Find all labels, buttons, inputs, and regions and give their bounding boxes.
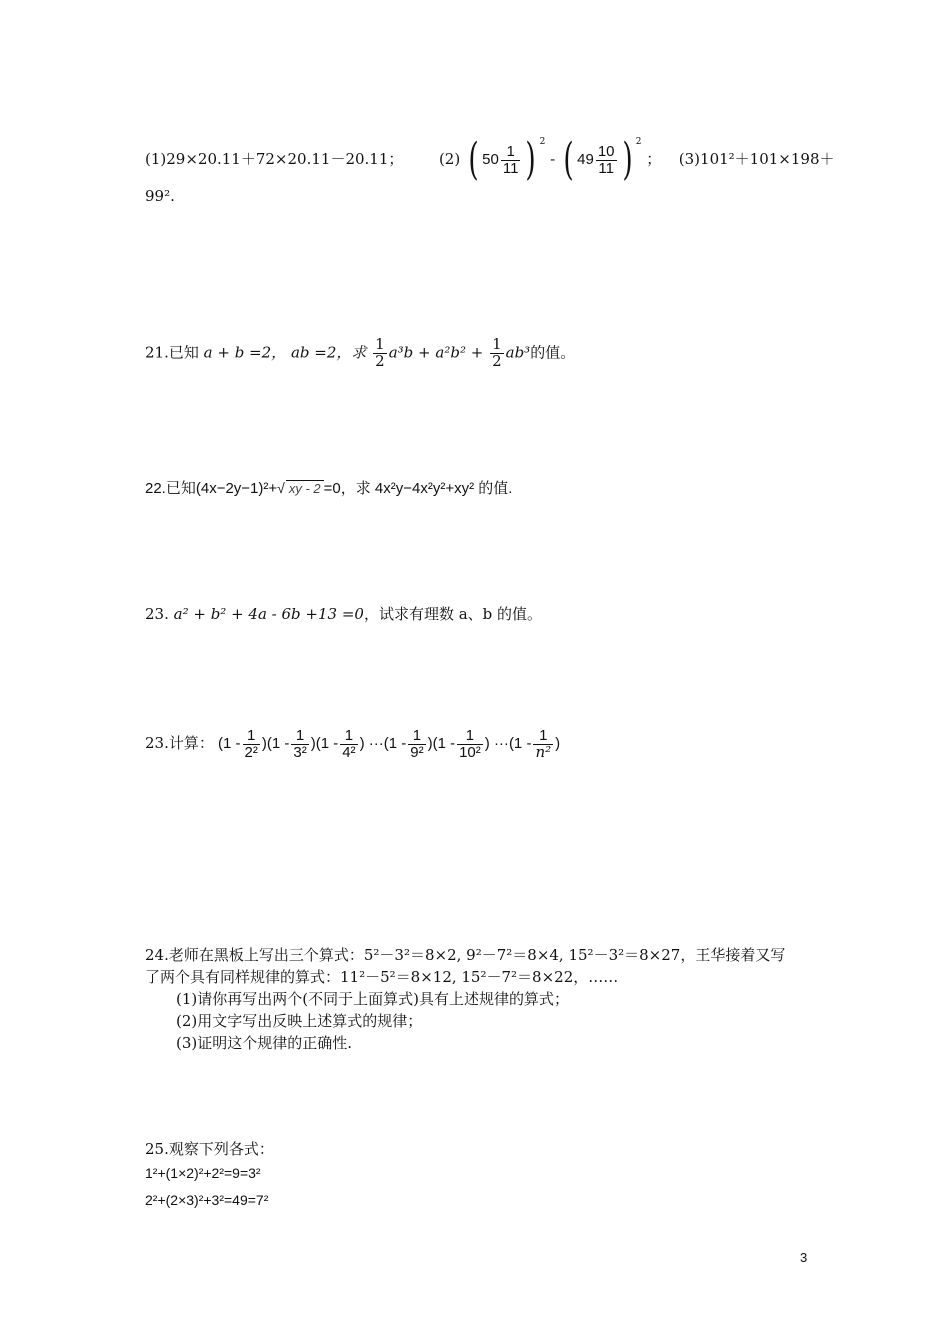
exponent: 2 <box>635 137 642 147</box>
q24-sub-3: (3)证明这个规律的正确性. <box>176 1034 353 1052</box>
q20-part1: (1)29×20.11＋72×20.11－20.11； <box>145 150 404 168</box>
q22-line <box>145 477 512 498</box>
factor-close: ) <box>310 735 316 753</box>
factor-open: (1 - <box>432 735 456 753</box>
left-paren: ( <box>563 134 574 185</box>
fraction: $\frac{1}{\text{2²}}$ <box>244 727 258 761</box>
fraction-half: $\frac{1}{2}$ <box>492 335 502 370</box>
q22-radicand: xy - 2 <box>286 480 324 496</box>
fraction: $\frac{1}{\text{3²}}$ <box>293 727 307 761</box>
q24-sub-1: (1)请你再写出两个(不同于上面算式)具有上述规律的算式； <box>176 990 569 1008</box>
factor-close: ) <box>359 735 365 753</box>
minus-sign: - <box>550 150 556 168</box>
ellipsis: ··· <box>493 735 509 753</box>
q23a-prefix: 23. <box>145 605 169 623</box>
fraction: $\frac{1}{11}$ <box>502 142 519 177</box>
fraction: $\frac{1}{\text{9²}}$ <box>410 727 424 761</box>
fraction-half: $\frac{1}{2}$ <box>375 335 385 370</box>
q21-line <box>145 337 575 370</box>
q21-condition-2: ab =2，求 <box>290 343 367 362</box>
factor-open: (1 - <box>315 735 339 753</box>
q23a-suffix: ，试求有理数 a、b 的值。 <box>363 605 543 623</box>
right-paren: ) <box>525 134 537 185</box>
q21-suffix: 的值。 <box>530 343 576 362</box>
mixed-whole: 49 <box>577 151 594 168</box>
q23b-line <box>145 728 560 761</box>
factor-open: (1 - <box>218 735 241 753</box>
factor-close: ) <box>555 735 561 753</box>
q21-term: ab³ <box>505 343 531 362</box>
q23a-equation: a² + b² + 4a - 6b +13 =0 <box>173 605 364 623</box>
q23a-line <box>145 603 542 624</box>
q25-eq-2: 2²+(2×3)²+3²=49=7² <box>145 1192 269 1208</box>
q25-eq-1: 1²+(1×2)²+2²=9=3² <box>145 1165 261 1181</box>
q20-part3-continued: 99². <box>145 187 175 205</box>
left-paren: ( <box>468 134 479 185</box>
q24-line-2: 了两个具有同样规律的算式：11²－5²＝8×12, 15²－7²＝8×22，…… <box>145 968 619 986</box>
q23b-prefix: 23.计算： <box>145 734 214 753</box>
page-number: 3 <box>800 1250 808 1265</box>
q25-title: 25.观察下列各式： <box>145 1140 274 1158</box>
factor-close: ) <box>261 735 267 753</box>
exponent: 2 <box>539 137 546 147</box>
right-paren: ) <box>621 134 633 185</box>
radical-icon: √ <box>277 480 285 496</box>
q21-prefix: 21.已知 <box>145 343 199 362</box>
factor-close: ) <box>427 735 433 753</box>
separator: ； <box>646 150 662 168</box>
ellipsis: ··· <box>368 735 384 753</box>
q21-condition-1: a + b =2， <box>203 343 287 362</box>
q20-part2-label: (2) <box>438 150 461 168</box>
q22-suffix: =0，求 4x²y−4x²y²+xy² 的值. <box>323 480 513 497</box>
factor-open: (1 - <box>383 735 407 753</box>
q24-line-1: 24.老师在黑板上写出三个算式：5²－3²＝8×2, 9²－7²＝8×4, 15²－3²＝8×27，王华接着又写 <box>145 946 786 964</box>
q20-part3: (3)101²＋101×198＋ <box>678 150 835 168</box>
fraction: $\frac{1}{\text{n²}}$ <box>535 727 552 761</box>
factor-open: (1 - <box>266 735 290 753</box>
fraction: $\frac{1}{\text{4²}}$ <box>342 727 356 761</box>
q20-line <box>145 134 835 185</box>
q21-term: a³b + a²b² + <box>388 343 484 362</box>
q24-sub-2: (2)用文字写出反映上述算式的规律； <box>176 1012 423 1030</box>
fraction: $\frac{10}{11}$ <box>597 142 615 177</box>
fraction: $\frac{1}{\text{10²}}$ <box>459 727 481 761</box>
q22-prefix: 22.已知(4x−2y−1)²+ <box>145 480 278 497</box>
factor-close: ) <box>484 735 490 753</box>
factor-open: (1 - <box>508 735 532 753</box>
mixed-whole: 50 <box>482 151 499 168</box>
